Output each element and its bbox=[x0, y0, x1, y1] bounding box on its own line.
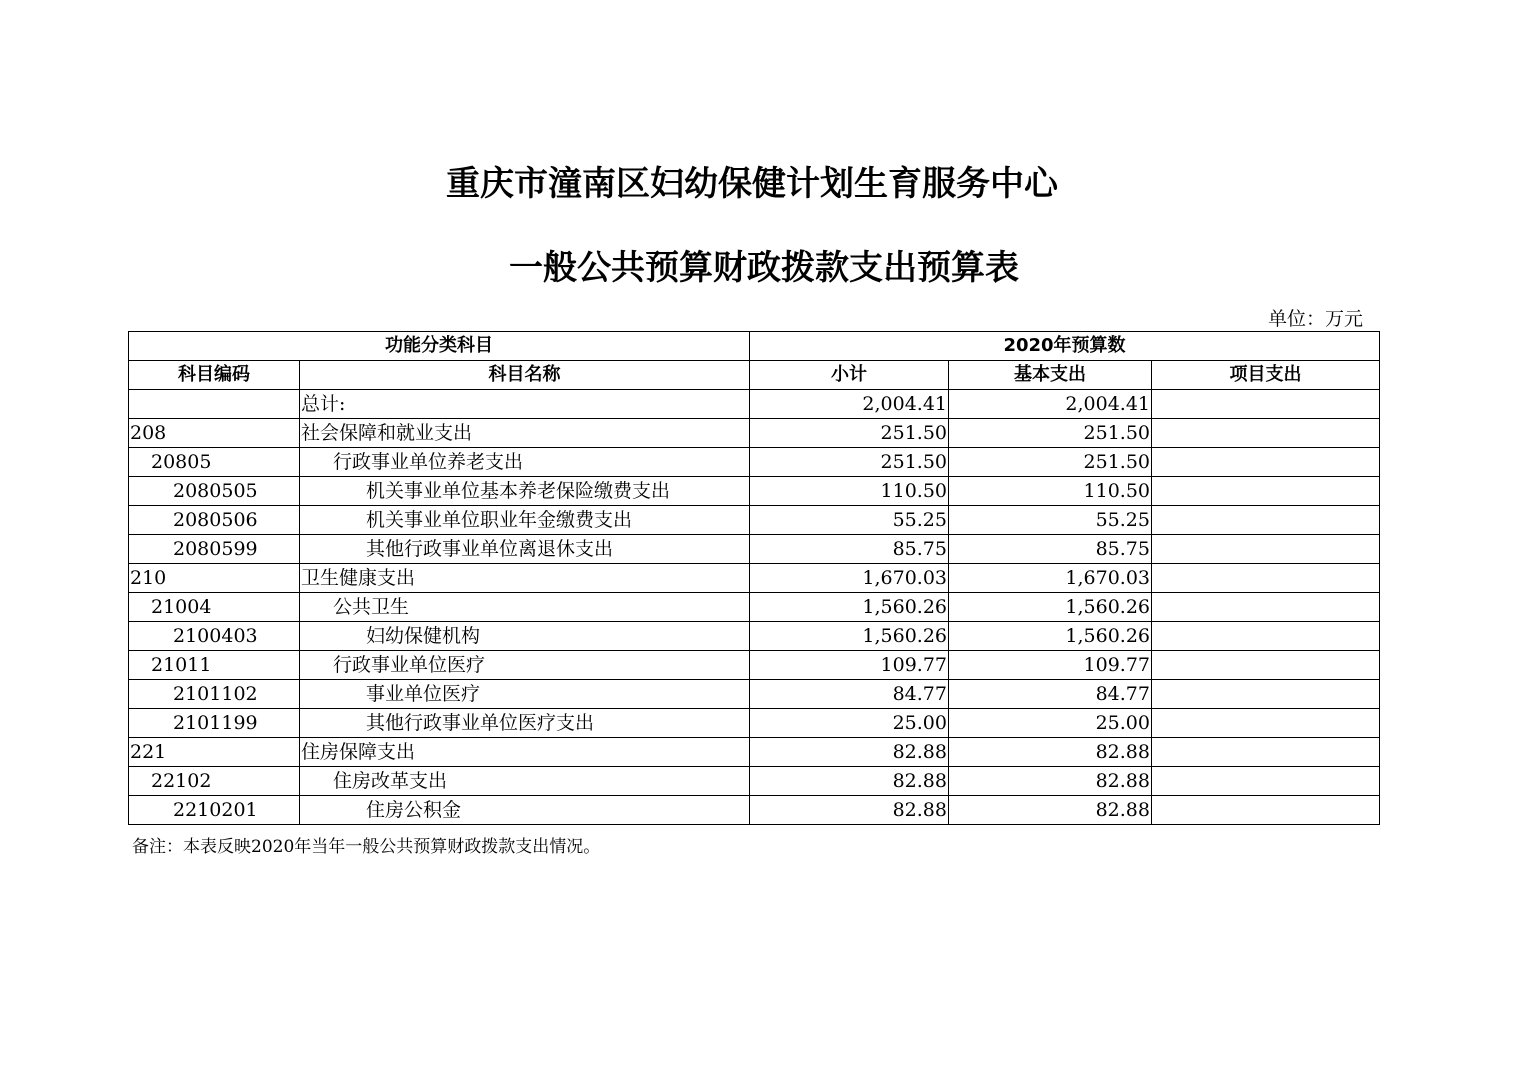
report-title-line2: 一般公共预算财政拨款支出预算表 bbox=[509, 248, 1019, 288]
cell-code: 20805 bbox=[129, 448, 300, 477]
table-row bbox=[129, 622, 1380, 651]
cell-code: 21004 bbox=[129, 593, 300, 622]
cell-name: 机关事业单位职业年金缴费支出 bbox=[300, 506, 750, 535]
unit-label: 单位：万元 bbox=[1268, 308, 1364, 330]
cell-project bbox=[1152, 796, 1380, 825]
cell-subtotal: 82.88 bbox=[750, 738, 949, 767]
cell-subtotal: 1,560.26 bbox=[750, 622, 949, 651]
cell-name: 住房公积金 bbox=[300, 796, 750, 825]
cell-basic: 84.77 bbox=[949, 680, 1152, 709]
header-column-row bbox=[129, 361, 1380, 390]
table-row bbox=[129, 738, 1380, 767]
cell-basic: 82.88 bbox=[949, 796, 1152, 825]
cell-code bbox=[129, 390, 300, 419]
cell-project bbox=[1152, 680, 1380, 709]
table-row bbox=[129, 796, 1380, 825]
cell-code: 2100403 bbox=[129, 622, 300, 651]
header-code: 科目编码 bbox=[129, 361, 300, 390]
header-basic: 基本支出 bbox=[949, 361, 1152, 390]
cell-project bbox=[1152, 564, 1380, 593]
cell-subtotal: 251.50 bbox=[750, 448, 949, 477]
table-row bbox=[129, 448, 1380, 477]
footnote: 备注：本表反映2020年当年一般公共预算财政拨款支出情况。 bbox=[132, 837, 601, 857]
cell-basic: 2,004.41 bbox=[949, 390, 1152, 419]
cell-project bbox=[1152, 448, 1380, 477]
cell-subtotal: 2,004.41 bbox=[750, 390, 949, 419]
cell-basic: 251.50 bbox=[949, 419, 1152, 448]
table-row bbox=[129, 390, 1380, 419]
header-name: 科目名称 bbox=[300, 361, 750, 390]
cell-code: 21011 bbox=[129, 651, 300, 680]
cell-code: 208 bbox=[129, 419, 300, 448]
cell-basic: 251.50 bbox=[949, 448, 1152, 477]
cell-subtotal: 251.50 bbox=[750, 419, 949, 448]
cell-code: 22102 bbox=[129, 767, 300, 796]
table-body bbox=[129, 390, 1380, 825]
table-row bbox=[129, 680, 1380, 709]
budget-table bbox=[128, 331, 1380, 825]
cell-subtotal: 82.88 bbox=[750, 796, 949, 825]
cell-subtotal: 1,560.26 bbox=[750, 593, 949, 622]
cell-code: 2210201 bbox=[129, 796, 300, 825]
cell-basic: 82.88 bbox=[949, 738, 1152, 767]
cell-basic: 1,560.26 bbox=[949, 622, 1152, 651]
cell-name: 机关事业单位基本养老保险缴费支出 bbox=[300, 477, 750, 506]
cell-project bbox=[1152, 767, 1380, 796]
table-row bbox=[129, 535, 1380, 564]
cell-subtotal: 85.75 bbox=[750, 535, 949, 564]
cell-basic: 25.00 bbox=[949, 709, 1152, 738]
cell-project bbox=[1152, 419, 1380, 448]
header-group-row bbox=[129, 332, 1380, 361]
header-function-category: 功能分类科目 bbox=[129, 332, 750, 361]
cell-name: 其他行政事业单位医疗支出 bbox=[300, 709, 750, 738]
cell-name: 总计: bbox=[300, 390, 750, 419]
cell-basic: 1,560.26 bbox=[949, 593, 1152, 622]
table-row bbox=[129, 767, 1380, 796]
cell-subtotal: 110.50 bbox=[750, 477, 949, 506]
cell-subtotal: 84.77 bbox=[750, 680, 949, 709]
table-row bbox=[129, 709, 1380, 738]
cell-code: 2101199 bbox=[129, 709, 300, 738]
cell-name: 行政事业单位医疗 bbox=[300, 651, 750, 680]
cell-project bbox=[1152, 738, 1380, 767]
cell-name: 住房保障支出 bbox=[300, 738, 750, 767]
cell-subtotal: 55.25 bbox=[750, 506, 949, 535]
cell-subtotal: 82.88 bbox=[750, 767, 949, 796]
cell-basic: 1,670.03 bbox=[949, 564, 1152, 593]
report-title-line1: 重庆市潼南区妇幼保健计划生育服务中心 bbox=[446, 164, 1058, 204]
header-project: 项目支出 bbox=[1152, 361, 1380, 390]
table-row bbox=[129, 477, 1380, 506]
cell-basic: 109.77 bbox=[949, 651, 1152, 680]
cell-basic: 110.50 bbox=[949, 477, 1152, 506]
cell-name: 行政事业单位养老支出 bbox=[300, 448, 750, 477]
cell-code: 2080599 bbox=[129, 535, 300, 564]
cell-subtotal: 109.77 bbox=[750, 651, 949, 680]
table-row bbox=[129, 651, 1380, 680]
cell-project bbox=[1152, 506, 1380, 535]
cell-project bbox=[1152, 622, 1380, 651]
cell-name: 公共卫生 bbox=[300, 593, 750, 622]
cell-project bbox=[1152, 651, 1380, 680]
cell-basic: 55.25 bbox=[949, 506, 1152, 535]
cell-code: 2080506 bbox=[129, 506, 300, 535]
table-row bbox=[129, 419, 1380, 448]
cell-name: 妇幼保健机构 bbox=[300, 622, 750, 651]
cell-project bbox=[1152, 535, 1380, 564]
cell-code: 221 bbox=[129, 738, 300, 767]
header-budget-year: 2020年预算数 bbox=[750, 332, 1380, 361]
cell-name: 住房改革支出 bbox=[300, 767, 750, 796]
cell-name: 社会保障和就业支出 bbox=[300, 419, 750, 448]
cell-code: 2080505 bbox=[129, 477, 300, 506]
cell-project bbox=[1152, 477, 1380, 506]
cell-project bbox=[1152, 390, 1380, 419]
cell-subtotal: 1,670.03 bbox=[750, 564, 949, 593]
header-subtotal: 小计 bbox=[750, 361, 949, 390]
cell-basic: 82.88 bbox=[949, 767, 1152, 796]
cell-code: 210 bbox=[129, 564, 300, 593]
cell-subtotal: 25.00 bbox=[750, 709, 949, 738]
cell-project bbox=[1152, 709, 1380, 738]
table-row bbox=[129, 506, 1380, 535]
cell-basic: 85.75 bbox=[949, 535, 1152, 564]
table-row bbox=[129, 564, 1380, 593]
cell-name: 卫生健康支出 bbox=[300, 564, 750, 593]
cell-name: 其他行政事业单位离退休支出 bbox=[300, 535, 750, 564]
cell-project bbox=[1152, 593, 1380, 622]
table-row bbox=[129, 593, 1380, 622]
cell-name: 事业单位医疗 bbox=[300, 680, 750, 709]
cell-code: 2101102 bbox=[129, 680, 300, 709]
